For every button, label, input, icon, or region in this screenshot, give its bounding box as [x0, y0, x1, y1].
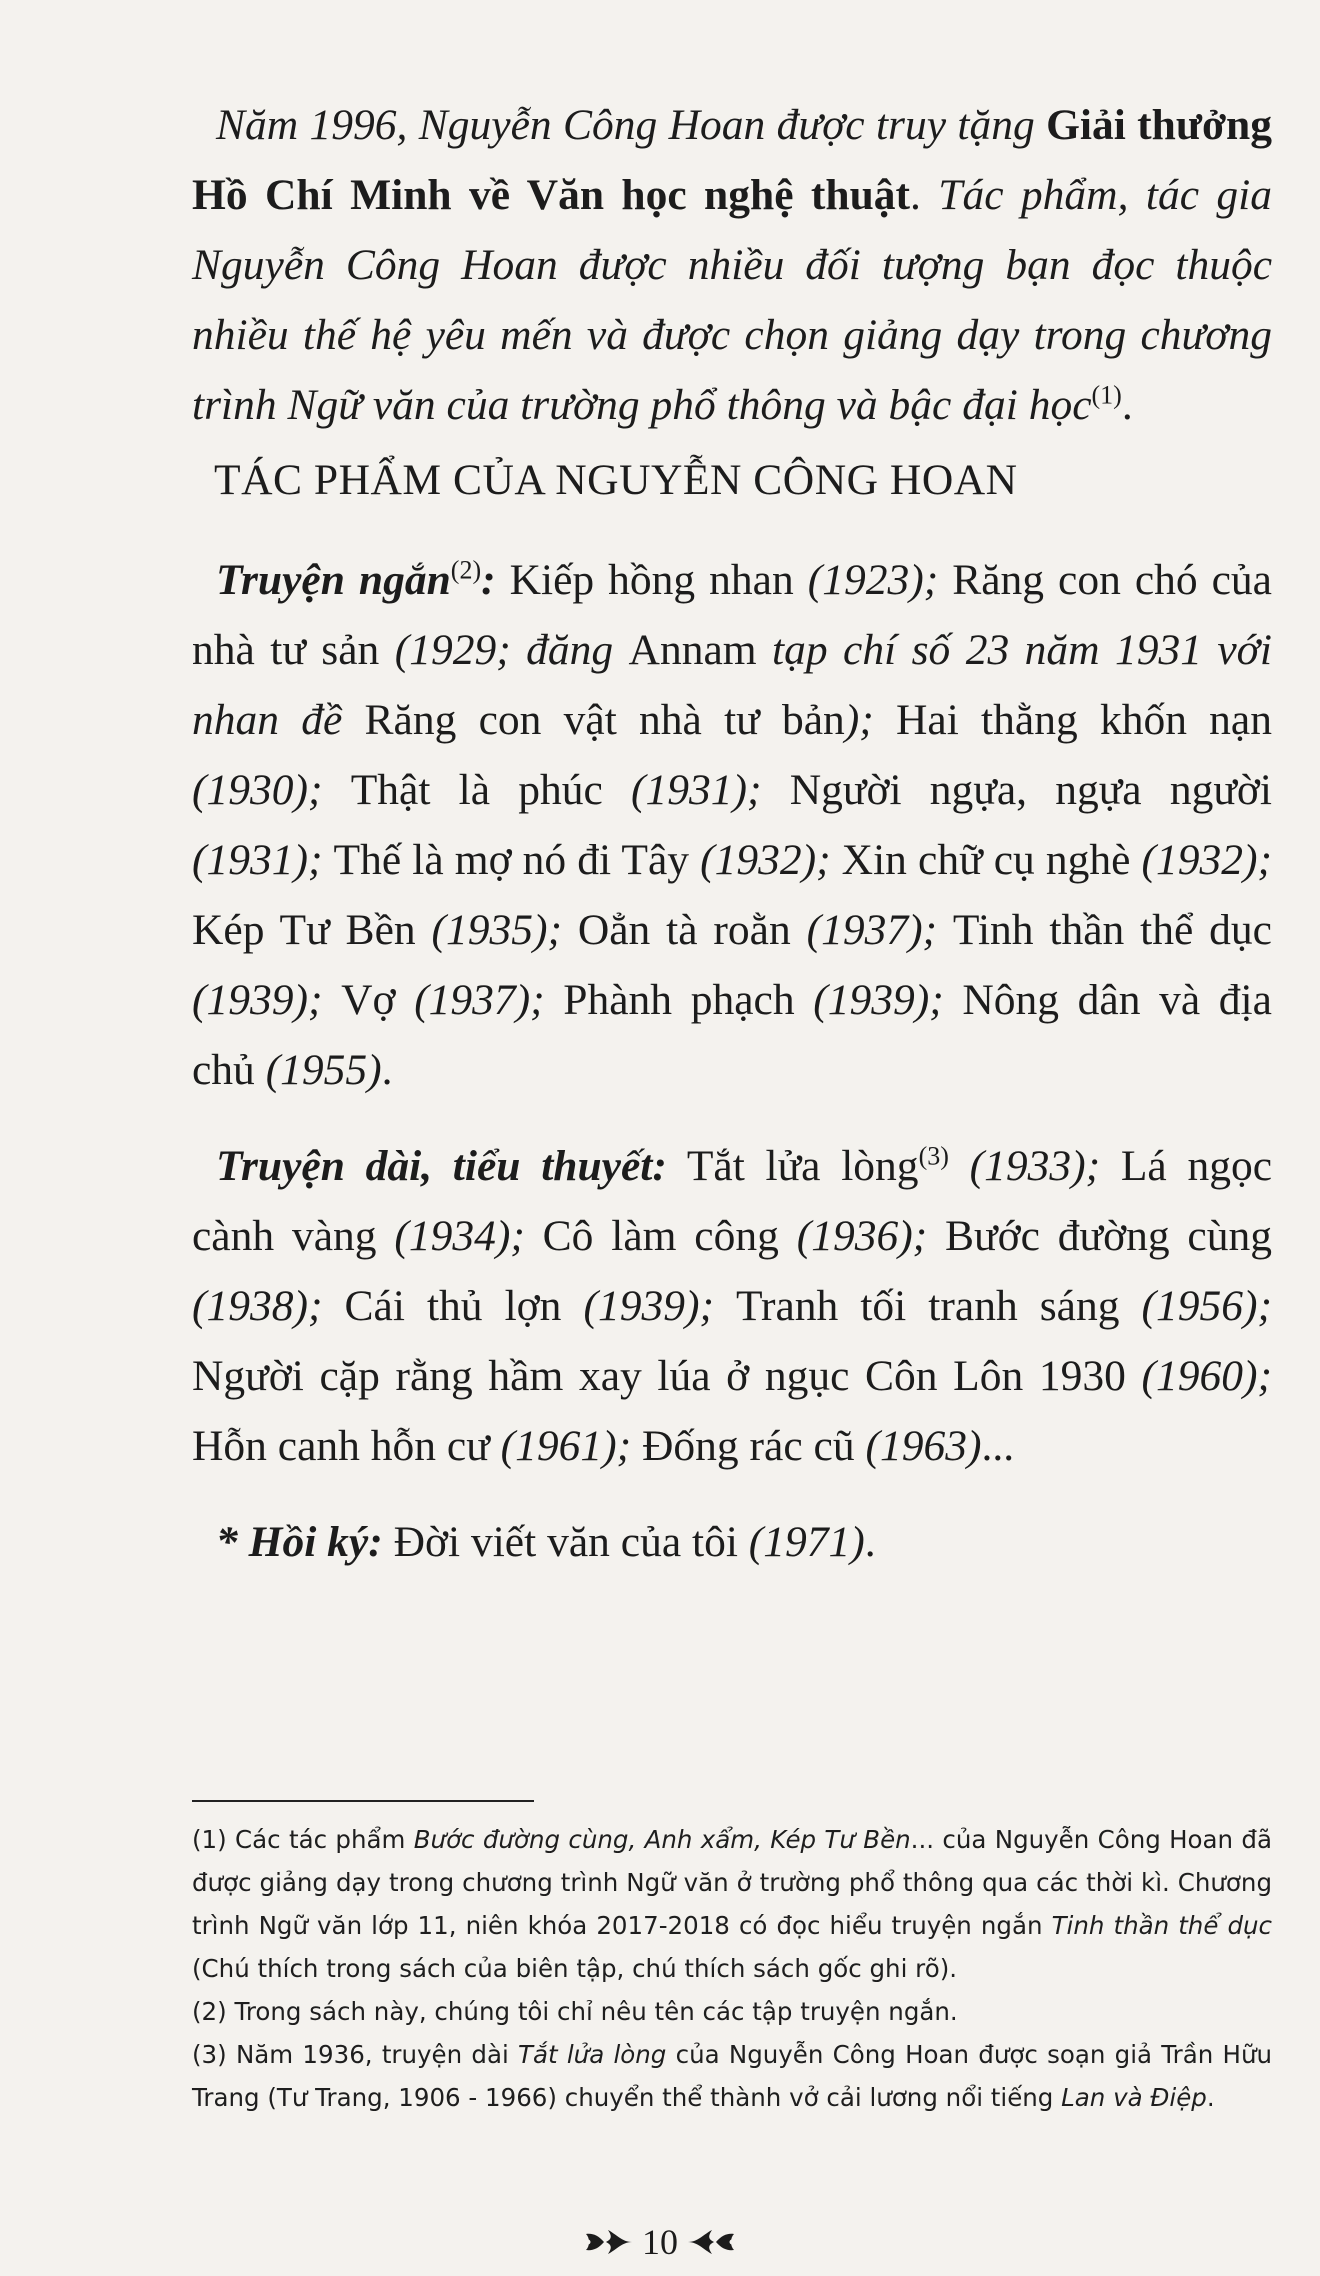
work-title: Cái thủ lợn	[344, 1282, 584, 1330]
work-title: Người cặp rằng hầm xay lúa ở ngục Côn Lôn 1930	[192, 1352, 1142, 1400]
footnote-titles: Bước đường cùng, Anh xẩm, Kép Tư Bền	[413, 1825, 911, 1854]
work-year: (1939);	[813, 976, 963, 1024]
work-title: Hai thằng khốn nạn	[896, 696, 1272, 744]
footnote-title: Tắt lửa lòng	[518, 2040, 667, 2069]
footnote-ref-1: (1)	[1091, 380, 1122, 410]
work-year: (1931);	[631, 766, 790, 814]
work-year: (1955)	[265, 1046, 382, 1094]
memoir-label: * Hồi ký:	[216, 1518, 383, 1566]
work-title: Oẳn tà roằn	[577, 906, 807, 954]
work-year: (1932);	[1141, 836, 1272, 884]
footnotes	[192, 1818, 1272, 2119]
footnote-text: .	[1206, 2083, 1215, 2112]
intro-punct: .	[910, 171, 939, 219]
work-title: Tắt lửa lòng	[666, 1142, 919, 1190]
footnote-title: Tinh thần thể dục	[1051, 1911, 1273, 1940]
intro-text: Năm 1996, Nguyễn Công Hoan được truy tặng	[216, 101, 1047, 149]
work-note: tạp chí số 23 năm 1931 với nhan đề	[192, 626, 1272, 744]
work-title: Vợ	[341, 976, 415, 1024]
intro-end: .	[1121, 381, 1133, 429]
page-footer	[0, 2220, 1320, 2264]
work-title: Đống rác cũ	[642, 1422, 866, 1470]
work-note: );	[844, 696, 897, 744]
work-year: (1961);	[500, 1422, 643, 1470]
novels-label: Truyện dài, tiểu thuyết:	[216, 1142, 667, 1190]
footnote-1	[192, 1818, 1272, 1990]
work-title: Phành phạch	[563, 976, 814, 1024]
work-year: (1930);	[192, 766, 351, 814]
work-title: Răng con vật nhà tư bản	[364, 696, 845, 744]
journal-name: Annam	[628, 626, 773, 674]
work-title: Thế là mợ nó đi Tây	[333, 836, 701, 884]
work-year: (1956);	[1141, 1282, 1272, 1330]
footnote-ref-2: (2)	[450, 555, 482, 585]
work-year: (1937);	[414, 976, 564, 1024]
work-year: (1935);	[431, 906, 578, 954]
work-year: (1939);	[192, 976, 342, 1024]
footnote-text: (3) Năm 1936, truyện dài	[192, 2040, 519, 2069]
page-number: 10	[642, 2222, 678, 2262]
work-title: Tranh tối tranh sáng	[735, 1282, 1142, 1330]
end-punct: .	[381, 1046, 393, 1094]
intro-text-2: Tác phẩm, tác gia Nguyễn Công Hoan được nhiều đối tượng bạn đọc thuộc nhiều thế hệ yêu mến và được chọn giảng dạy trong chương trình Ngữ văn của trường phổ thông và bậc đại học	[192, 171, 1272, 429]
work-note: (1929; đăng	[394, 626, 629, 674]
work-title: Hỗn canh hỗn cư	[192, 1422, 501, 1470]
work-title: Tinh thần thể dục	[952, 906, 1272, 954]
work-year: (1931);	[192, 836, 334, 884]
work-title: Lá ngọc cành vàng	[192, 1142, 1272, 1260]
work-title: Nông dân và địa chủ	[192, 976, 1272, 1094]
novels-paragraph	[192, 1131, 1272, 1481]
footnote-3	[192, 2033, 1272, 2119]
work-title: Người ngựa, ngựa người	[789, 766, 1272, 814]
work-year: (1938);	[192, 1282, 345, 1330]
award-paragraph	[192, 90, 1272, 440]
works-list	[192, 545, 1272, 1603]
work-title: Đời viết văn của tôi	[382, 1518, 749, 1566]
ornament-right-icon	[686, 2225, 738, 2259]
work-title: Thật là phúc	[350, 766, 632, 814]
ornament-left-icon	[582, 2225, 634, 2259]
memoir-paragraph	[192, 1507, 1272, 1577]
work-year: (1960);	[1141, 1352, 1272, 1400]
intro-paragraph	[192, 90, 1272, 440]
footnote-2: (2) Trong sách này, chúng tôi chỉ nêu tên các tập truyện ngắn.	[192, 1997, 958, 2026]
work-year: (1937);	[806, 906, 953, 954]
footnote-text: của Nguyễn Công Hoan được soạn giả Trần Hữu Trang (Tư Trang, 1906 - 1966) chuyển thể thành vở cải lương nổi tiếng	[192, 2040, 1272, 2112]
footnote-ref-3: (3)	[918, 1141, 949, 1171]
section-heading: TÁC PHẨM CỦA NGUYỄN CÔNG HOAN	[214, 456, 1018, 504]
work-year: (1939);	[583, 1282, 736, 1330]
footnote-text: ... của Nguyễn Công Hoan đã được giảng dạy trong chương trình Ngữ văn ở trường phổ thông qua các thời kì. Chương trình Ngữ văn lớp 11, niên khóa 2017-2018 có đọc hiểu truyện ngắn	[192, 1825, 1272, 1940]
work-year: (1934);	[394, 1212, 543, 1260]
work-year: (1932);	[700, 836, 842, 884]
end-punct: ...	[981, 1422, 1015, 1470]
end-punct: .	[864, 1518, 876, 1566]
work-year: (1936);	[796, 1212, 945, 1260]
work-year: (1923);	[807, 556, 953, 604]
footnote-title: Lan và Điệp	[1061, 2083, 1207, 2112]
footnote-text: (Chú thích trong sách của biên tập, chú thích sách gốc ghi rõ).	[192, 1954, 958, 1983]
work-title: Kiếp hồng nhan	[509, 556, 808, 604]
label-colon: :	[481, 556, 510, 604]
work-title: Kép Tư Bền	[192, 906, 432, 954]
footnote-divider	[192, 1800, 534, 1802]
award-name: Giải thưởng Hồ Chí Minh về Văn học nghệ thuật	[192, 101, 1272, 219]
work-year: (1963)	[865, 1422, 982, 1470]
short-stories-label: Truyện ngắn	[216, 556, 451, 604]
footnote-text: (1) Các tác phẩm	[192, 1825, 414, 1854]
work-year: (1971)	[748, 1518, 865, 1566]
work-year: (1933);	[948, 1142, 1121, 1190]
work-title: Bước đường cùng	[945, 1212, 1272, 1260]
work-title: Răng con chó của nhà tư sản	[192, 556, 1272, 674]
short-stories-paragraph	[192, 545, 1272, 1105]
work-title: Cô làm công	[542, 1212, 797, 1260]
work-title: Xin chữ cụ nghè	[841, 836, 1142, 884]
